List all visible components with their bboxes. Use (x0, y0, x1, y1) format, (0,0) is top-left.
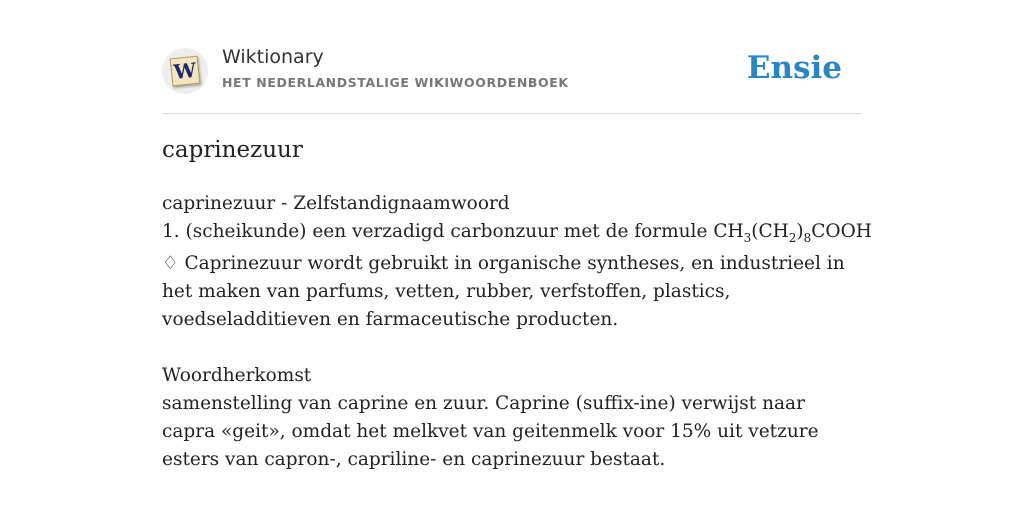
etymology-text: samenstelling van caprine en zuur. Caprine (suffix-ine) verwijst naar capra «geit», omdat het melkvet van geitenmelk voor 15% uit vetzure esters van capron-, capriline- en caprinezuur bestaat. (162, 393, 819, 470)
formula-subscript: 3 (743, 231, 752, 245)
formula-subscript: 8 (803, 231, 812, 245)
page-title: caprinezuur (162, 137, 303, 163)
site-header (162, 44, 862, 114)
definition-line (162, 218, 872, 247)
entry-content (162, 190, 872, 474)
site-name[interactable]: Wiktionary (222, 46, 324, 68)
chemical-formula (713, 221, 872, 245)
ensie-brand-logo[interactable]: Ensie (746, 50, 842, 86)
wiktionary-logo[interactable] (162, 48, 208, 94)
formula-part: CH (713, 221, 744, 242)
logo-tile-icon (170, 56, 201, 87)
spacer (162, 334, 852, 362)
formula-part: (CH (751, 221, 789, 242)
logo-letter: W (172, 57, 198, 85)
example-sentence: ♢ Caprinezuur wordt gebruikt in organische syntheses, en industrieel in het maken van parfums, vetten, rubber, verfstoffen, plastics, voedseladditieven en farmaceutische producten. (162, 253, 845, 330)
site-tagline: HET NEDERLANDSTALIGE WIKIWOORDENBOEK (222, 75, 569, 90)
etymology-heading: Woordherkomst (162, 365, 312, 386)
definition-text: (scheikunde) een verzadigd carbonzuur met de formule (185, 221, 708, 242)
formula-part: COOH (811, 221, 872, 242)
definition-number: 1. (162, 221, 180, 242)
formula-subscript: 2 (788, 231, 797, 245)
formula-part: ) (796, 221, 804, 242)
part-of-speech-line: caprinezuur - Zelfstandignaamwoord (162, 193, 510, 214)
